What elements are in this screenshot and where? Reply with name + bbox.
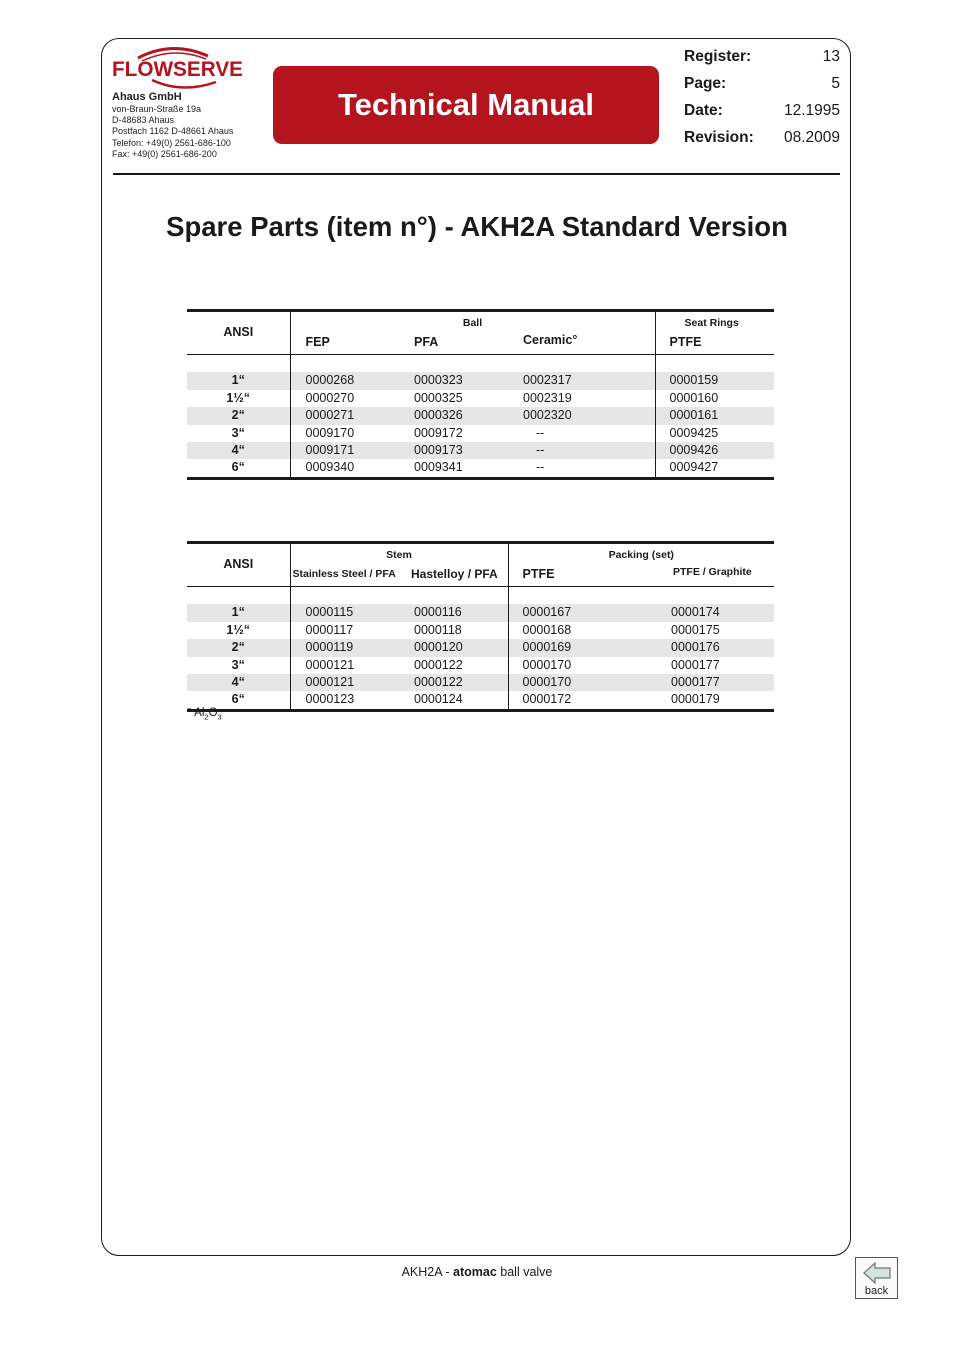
address-line: D-48683 Ahaus	[112, 115, 175, 126]
group-header-packing: Packing (set)	[508, 543, 774, 565]
part-number: 0009171	[290, 442, 399, 459]
meta-label: Page:	[684, 75, 727, 92]
back-label: back	[864, 1285, 889, 1297]
ansi-size: 6“	[187, 691, 290, 710]
part-number: 0000172	[508, 691, 657, 710]
table-row	[187, 639, 774, 656]
ball-seat-table	[187, 309, 774, 480]
page-footer	[0, 1265, 954, 1279]
table-row	[187, 407, 774, 424]
meta-register	[684, 46, 840, 73]
company-address	[112, 91, 233, 160]
page-title: Spare Parts (item n°) - AKH2A Standard Version	[166, 211, 788, 242]
part-number: 0000176	[657, 639, 774, 656]
part-number: 0000169	[508, 639, 657, 656]
ansi-size: 4“	[187, 674, 290, 691]
part-number: 0009427	[655, 459, 774, 478]
ansi-size: 1½“	[226, 622, 251, 637]
stem-packing-table	[187, 541, 774, 712]
meta-label: Register:	[684, 48, 752, 65]
col-header: PTFE	[508, 564, 657, 587]
table-row	[187, 604, 774, 621]
part-number: --	[508, 459, 655, 478]
part-number: 0009340	[290, 459, 399, 478]
part-number: 0000326	[399, 407, 508, 424]
part-number: 0009170	[290, 425, 399, 442]
part-number: 0000170	[508, 657, 657, 674]
degree-mark: °	[187, 707, 192, 719]
footnote-subscript: 3	[217, 712, 222, 722]
address-line: Postfach 1162 D-48661 Ahaus	[112, 126, 234, 137]
part-number: 0000159	[655, 372, 774, 389]
part-number: 0000118	[414, 622, 462, 637]
part-number: 0000168	[508, 622, 657, 639]
table-row	[187, 390, 774, 407]
ansi-size: 3“	[231, 657, 245, 672]
part-number: 0000123	[290, 691, 411, 710]
part-number: 0000170	[508, 674, 657, 691]
part-number: 0000270	[290, 390, 399, 407]
col-header: FEP	[290, 332, 399, 355]
technical-manual-banner: Technical Manual	[273, 66, 659, 144]
part-number: 0009425	[655, 425, 774, 442]
part-number: 0000116	[411, 604, 508, 621]
part-number: 0000179	[657, 691, 774, 710]
ansi-size: 6“	[187, 459, 290, 478]
meta-page	[684, 73, 840, 100]
ansi-header: ANSI	[187, 543, 290, 587]
part-number: 0000175	[671, 622, 720, 637]
ansi-header: ANSI	[187, 311, 290, 355]
part-number: --	[508, 442, 655, 459]
part-number: 0009172	[414, 425, 463, 440]
part-number: 0000124	[411, 691, 508, 710]
part-number: 0002317	[508, 372, 655, 389]
footer-text: AKH2A -	[401, 1265, 454, 1279]
col-header: Stainless Steel / PFA	[290, 564, 411, 587]
part-number: 0000115	[290, 604, 411, 621]
table-row	[187, 657, 774, 674]
part-number: 0000323	[399, 372, 508, 389]
table-row	[187, 442, 774, 459]
part-number: 0000271	[290, 407, 399, 424]
group-header-seat-rings: Seat Rings	[655, 311, 774, 333]
table-row	[187, 459, 774, 478]
table-row	[187, 372, 774, 389]
footer-brand: atomac	[453, 1265, 497, 1279]
part-number: --	[536, 425, 545, 440]
part-number: 0000119	[290, 639, 411, 656]
ansi-size: 1“	[187, 372, 290, 389]
group-header-stem: Stem	[290, 543, 508, 565]
meta-value: 5	[831, 75, 840, 92]
ansi-size: 1“	[187, 604, 290, 621]
col-header: PFA	[399, 332, 508, 355]
part-number: 0002320	[508, 407, 655, 424]
brand-text: FLOWSERVE	[112, 58, 243, 81]
ansi-size: 2“	[187, 639, 290, 656]
col-header: Ceramic°	[508, 332, 655, 355]
address-line: Telefon: +49(0) 2561-686-100	[112, 137, 231, 148]
meta-label: Date:	[684, 102, 723, 119]
table-row	[187, 691, 774, 710]
back-arrow-icon	[862, 1261, 892, 1285]
part-number: 0009426	[655, 442, 774, 459]
part-number: 0000122	[411, 674, 508, 691]
part-number: 0000268	[290, 372, 399, 389]
col-header: PTFE / Graphite	[657, 564, 774, 587]
meta-value: 12.1995	[783, 102, 840, 119]
part-number: 0000121	[290, 674, 411, 691]
company-name: Ahaus GmbH	[112, 91, 182, 103]
ansi-size: 3“	[231, 425, 245, 440]
part-number: 0000120	[411, 639, 508, 656]
col-header: PTFE	[655, 332, 774, 355]
meta-label: Revision:	[684, 129, 754, 146]
ansi-size: 2“	[187, 407, 290, 424]
part-number: 0000325	[414, 390, 463, 405]
footnote-text: Al	[194, 707, 205, 719]
table-row	[187, 425, 774, 442]
part-number: 0000161	[655, 407, 774, 424]
table-row	[187, 622, 774, 639]
meta-value: 13	[822, 48, 840, 65]
part-number: 0009341	[399, 459, 508, 478]
ansi-size: 4“	[187, 442, 290, 459]
table-row	[187, 674, 774, 691]
footer-text: ball valve	[496, 1265, 553, 1279]
header-divider	[113, 173, 840, 175]
col-header: Hastelloy / PFA	[411, 564, 508, 587]
meta-revision	[684, 127, 840, 154]
part-number: 0000177	[657, 674, 774, 691]
part-number: 0009173	[399, 442, 508, 459]
part-number: 0000117	[290, 622, 411, 639]
ansi-size: 1½“	[226, 390, 251, 405]
footnote-ceramic	[187, 707, 222, 721]
meta-date	[684, 100, 840, 127]
footnote-text: O	[208, 707, 218, 719]
address-line: von-Braun-Straße 19a	[112, 104, 202, 114]
back-button[interactable]	[855, 1257, 898, 1299]
part-number: 0002319	[523, 390, 572, 405]
flowserve-logo	[112, 42, 244, 90]
footnote-subscript: 2	[204, 712, 209, 722]
part-number: 0000160	[655, 390, 774, 407]
meta-value: 08.2009	[783, 129, 840, 146]
part-number: 0000122	[414, 657, 463, 672]
document-meta	[684, 46, 840, 154]
group-header-ball: Ball	[290, 311, 655, 333]
part-number: 0000174	[657, 604, 774, 621]
part-number: 0000121	[290, 657, 411, 674]
part-number: 0000167	[508, 604, 657, 621]
address-line: Fax: +49(0) 2561-686-200	[112, 148, 217, 159]
part-number: 0000177	[671, 657, 720, 672]
